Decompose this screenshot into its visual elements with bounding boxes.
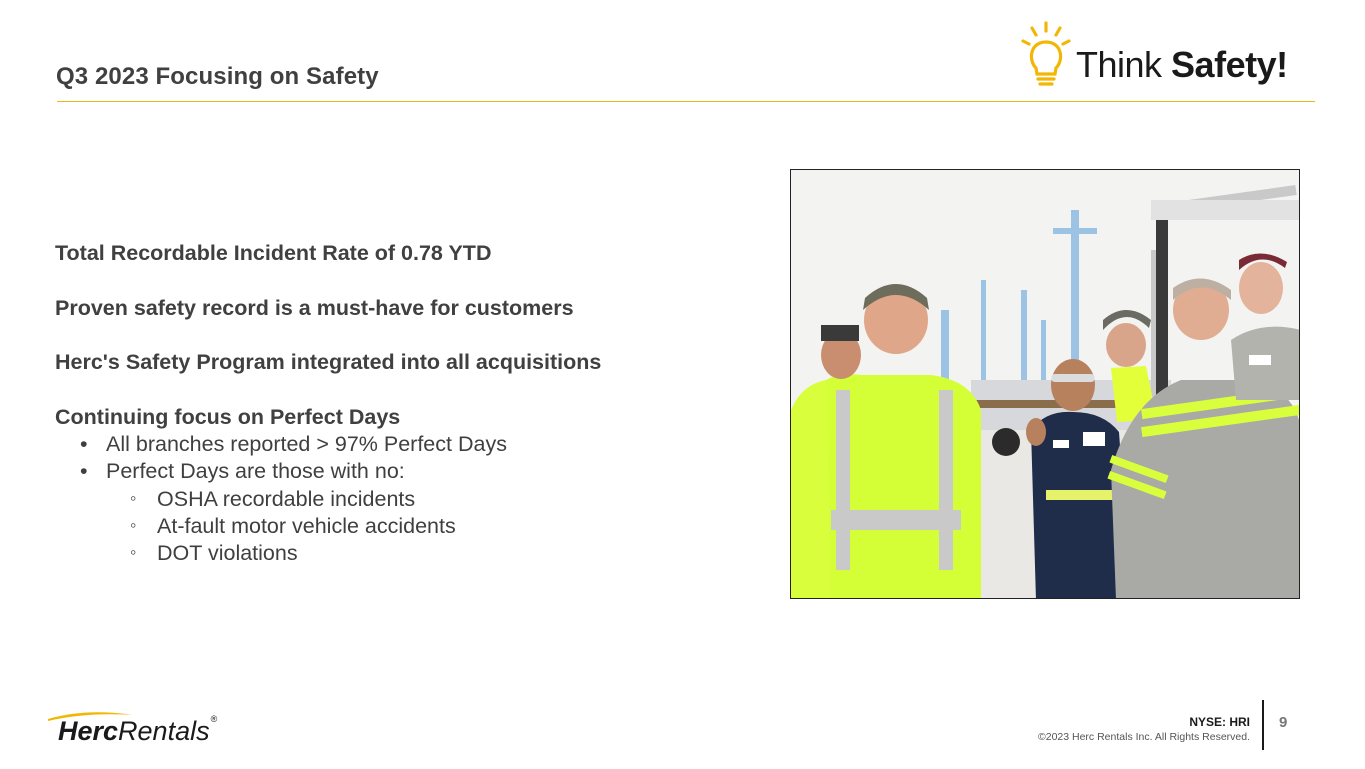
sub-bullet-text: DOT violations — [157, 541, 298, 566]
sub-list-item — [55, 486, 755, 513]
think-safety-brand — [1020, 20, 1300, 92]
heading-perfect-days: Continuing focus on Perfect Days — [55, 404, 401, 429]
lightbulb-icon — [1020, 20, 1076, 92]
bullet-text: Perfect Days are those with no: — [106, 459, 405, 484]
sub-bullet-marker: ◦ — [130, 487, 137, 508]
logo-rentals-text: Rentals — [118, 716, 210, 746]
heading-safety-record: Proven safety record is a must-have for customers — [55, 295, 574, 320]
slide-title: Q3 2023 Focusing on Safety — [56, 63, 379, 90]
sub-bullet-text: At-fault motor vehicle accidents — [157, 513, 456, 538]
sub-list-item — [55, 540, 755, 567]
title-rule — [57, 101, 1315, 102]
content-body — [55, 240, 755, 568]
sub-bullet-marker: ◦ — [130, 542, 137, 563]
logo-herc-text: Herc — [58, 716, 119, 746]
safety-word: Safety! — [1171, 44, 1288, 85]
sub-bullet-text: OSHA recordable incidents — [157, 486, 416, 511]
sub-bullet-marker: ◦ — [130, 514, 137, 535]
page-number: 9 — [1279, 714, 1288, 731]
list-item — [55, 431, 755, 458]
think-safety-wordmark — [1076, 44, 1288, 86]
think-word: Think — [1076, 44, 1162, 85]
heading-incident-rate: Total Recordable Incident Rate of 0.78 YTD — [55, 241, 492, 265]
bullet-marker: • — [80, 459, 88, 484]
footer-divider — [1262, 700, 1264, 750]
stock-ticker: NYSE: HRI — [1189, 715, 1250, 729]
copyright-notice: ©2023 Herc Rentals Inc. All Rights Reserved. — [1038, 731, 1250, 743]
herc-rentals-logo — [46, 708, 256, 748]
list-item — [55, 458, 755, 485]
photo-illustration — [791, 170, 1300, 599]
bullet-text: All branches reported > 97% Perfect Days — [106, 432, 507, 457]
safety-team-photo — [790, 169, 1300, 599]
heading-safety-program: Herc's Safety Program integrated into all acquisitions — [55, 350, 602, 375]
logo-registered-mark: ® — [210, 714, 218, 724]
sub-list-item — [55, 513, 755, 540]
bullet-marker: • — [80, 432, 88, 457]
